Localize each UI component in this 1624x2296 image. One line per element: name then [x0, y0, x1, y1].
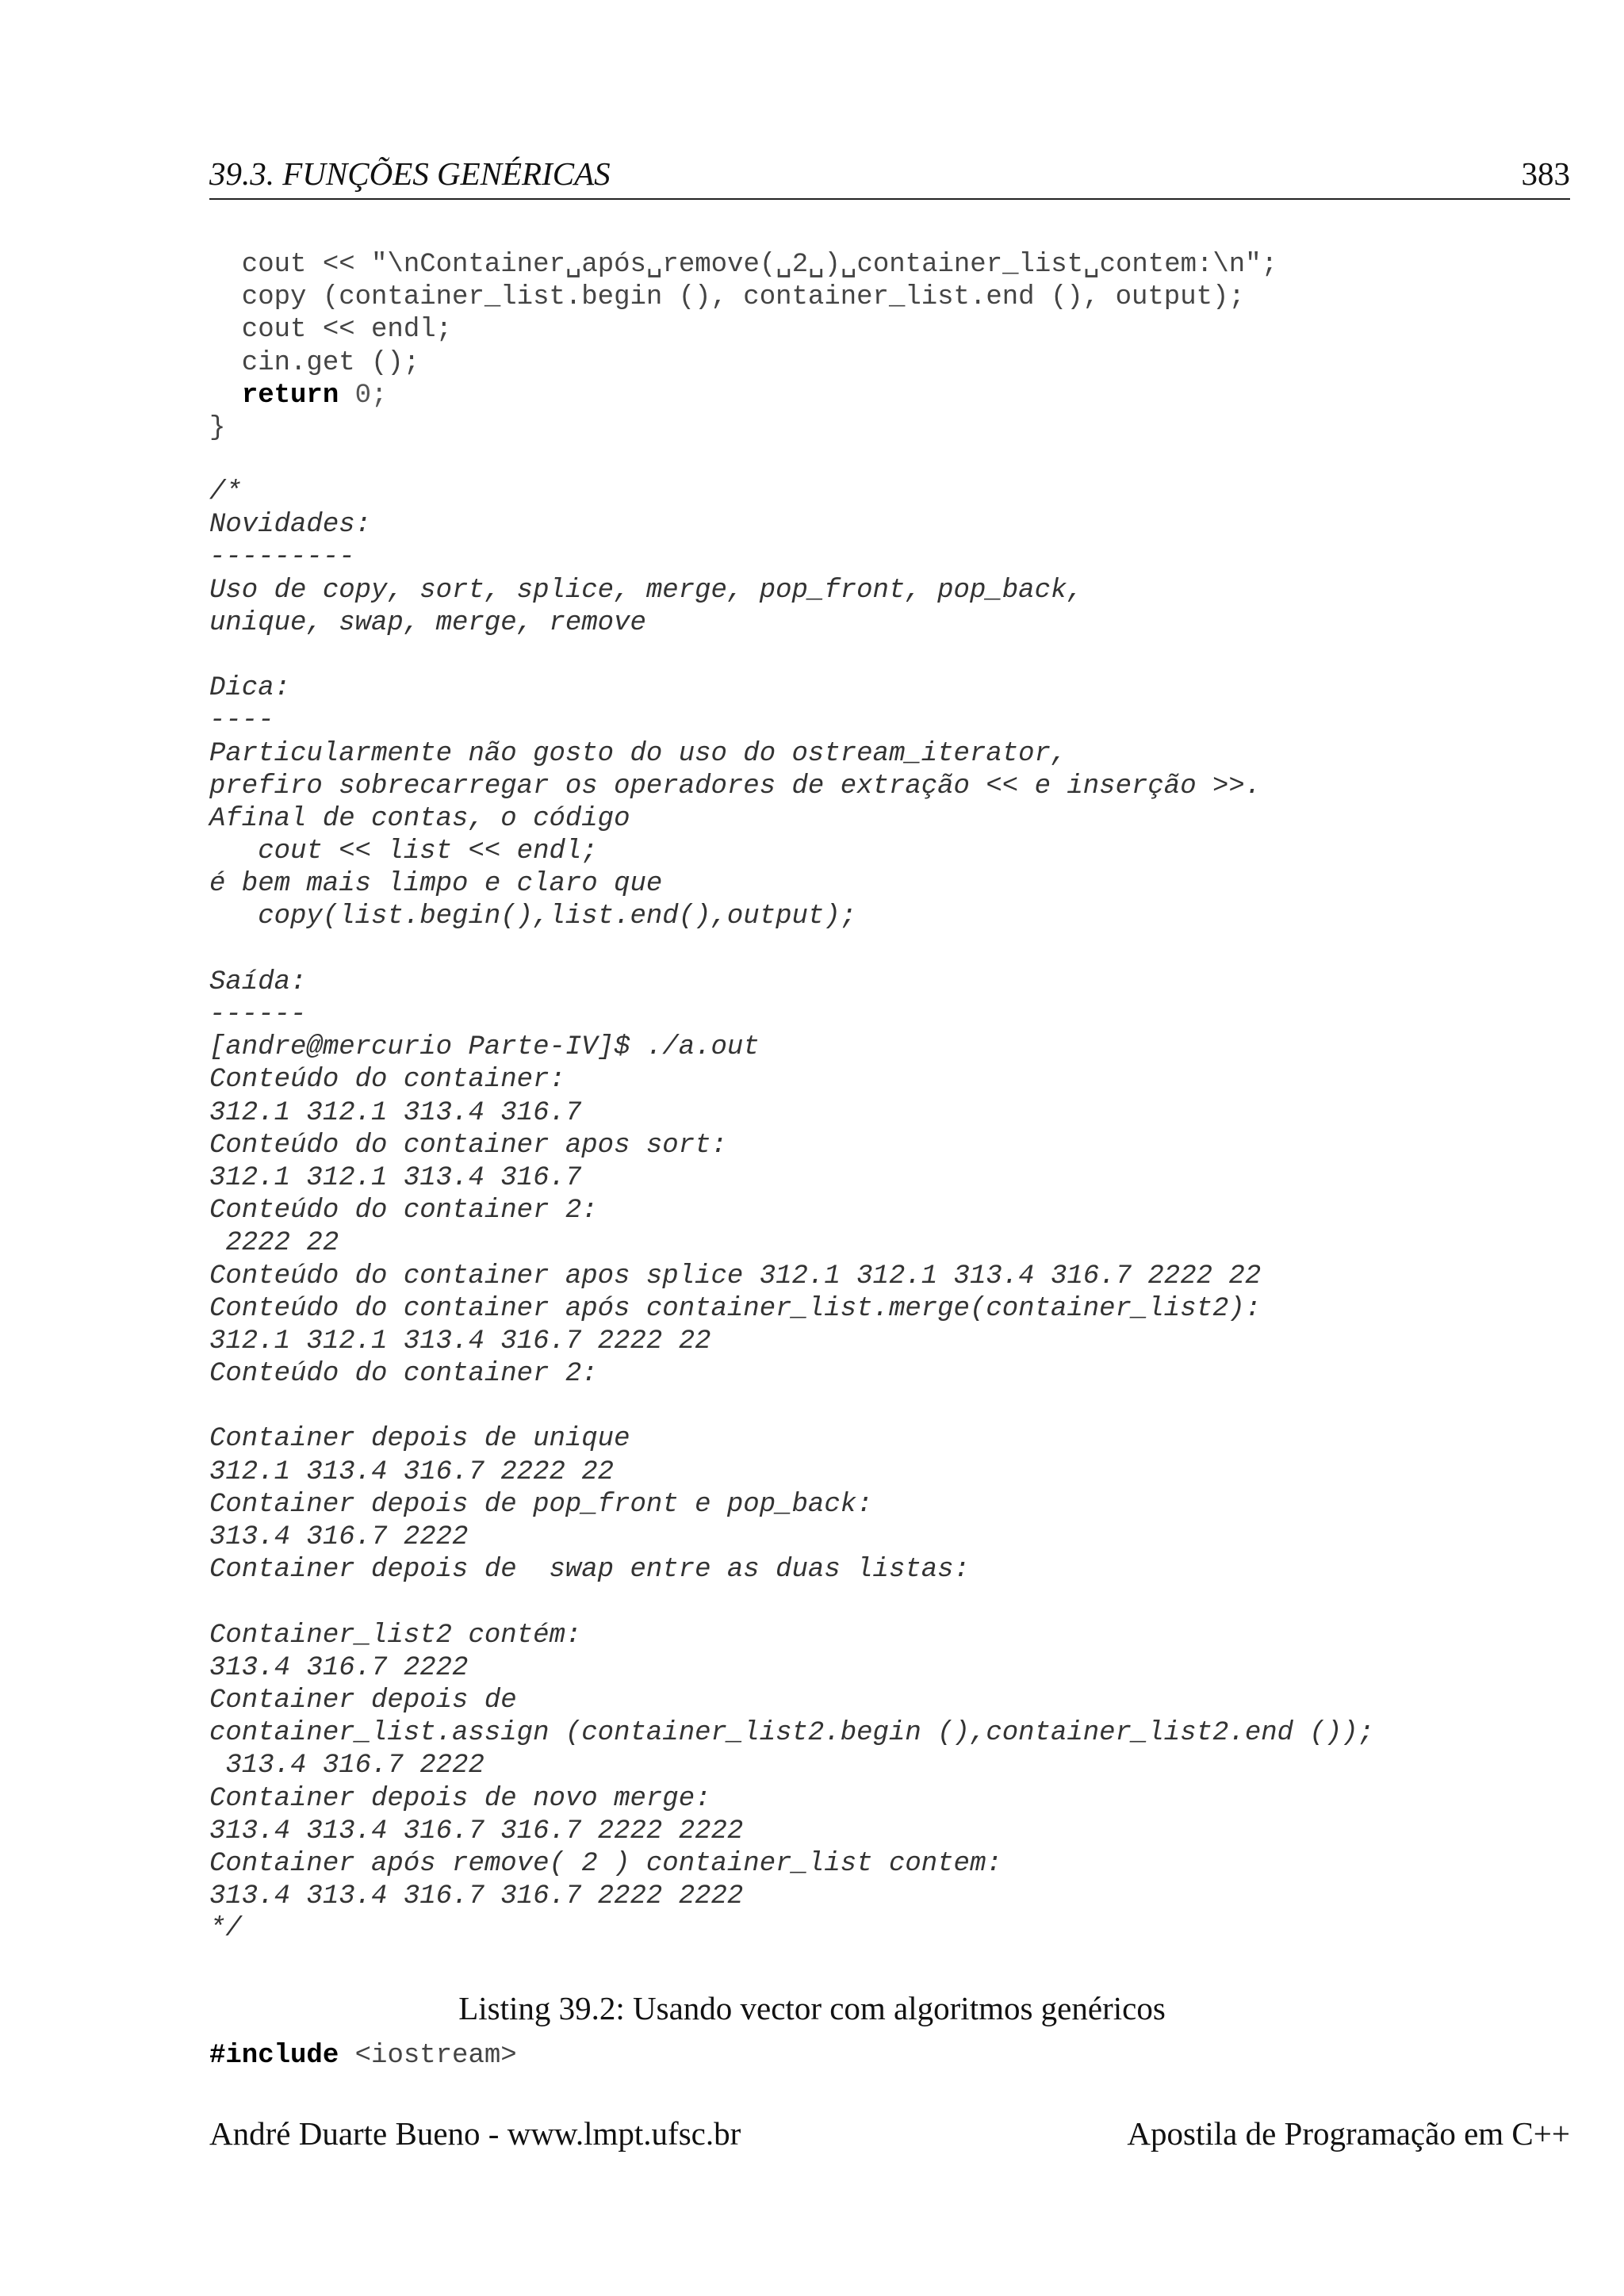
comment-line: Novidades: [209, 510, 372, 541]
code-line: cout << "\nContainer␣após␣remove(␣2␣)␣container_list␣contem:\n"; [209, 250, 1278, 280]
comment-line: Container depois de swap entre as duas listas: [209, 1555, 970, 1586]
comment-block [209, 476, 1570, 1946]
return-keyword: return [241, 380, 339, 411]
comment-line: Container depois de pop_front e pop_back: [209, 1489, 873, 1520]
code-line-return [209, 380, 1570, 412]
closing-brace: } [209, 412, 226, 443]
code-indent [209, 381, 242, 411]
comment-line: 313.4 313.4 316.7 316.7 2222 2222 [209, 1816, 744, 1846]
footer-book-title: Apostila de Programação em C++ [1127, 2115, 1570, 2152]
comment-line: Saída: [209, 966, 307, 997]
comment-line: 2222 22 [209, 1228, 339, 1259]
code-line: copy (container_list.begin (), container_list.end (), output); [209, 282, 1245, 313]
listing-caption: Listing 39.2: Usando vector com algoritmos genéricos [458, 1990, 1166, 2026]
comment-line: ------ [209, 1000, 307, 1030]
comment-line: Conteúdo do container 2: [209, 1359, 598, 1390]
include-line [209, 2039, 517, 2072]
comment-line: Container depois de unique [209, 1424, 630, 1455]
comment-line: */ [209, 1914, 242, 1945]
comment-line: Conteúdo do container apos sort: [209, 1130, 727, 1161]
comment-line: 313.4 316.7 2222 [209, 1751, 485, 1781]
comment-line [209, 1391, 1570, 1423]
comment-line: 312.1 312.1 313.4 316.7 [209, 1162, 582, 1193]
comment-line: 312.1 313.4 316.7 2222 22 [209, 1456, 615, 1487]
include-header: <iostream> [339, 2041, 517, 2071]
comment-line: 312.1 312.1 313.4 316.7 2222 22 [209, 1326, 711, 1357]
comment-line: Afinal de contas, o código [209, 803, 630, 834]
comment-line: prefiro sobrecarregar os operadores de extração << e inserção >>. [209, 771, 1262, 802]
comment-line: Conteúdo do container 2: [209, 1196, 598, 1226]
comment-line: Conteúdo do container apos splice 312.1 312.1 313.4 316.7 2222 22 [209, 1261, 1262, 1292]
page-number: 383 [1521, 155, 1570, 192]
comment-line: cout << list << endl; [209, 836, 598, 867]
comment-line: Dica: [209, 673, 291, 704]
comment-line: ---- [209, 706, 274, 737]
return-value: 0; [339, 380, 388, 411]
comment-line: Container_list2 contém: [209, 1620, 582, 1651]
code-line: cin.get (); [209, 347, 420, 378]
comment-line: Particularmente não gosto do uso do ostream_iterator, [209, 738, 1067, 769]
comment-line: Conteúdo do container: [209, 1065, 565, 1096]
comment-line: /* [209, 477, 242, 507]
comment-line: 313.4 316.7 2222 [209, 1522, 469, 1552]
comment-line: Container depois de [209, 1685, 517, 1716]
comment-line [209, 1586, 1570, 1619]
comment-line: 312.1 312.1 313.4 316.7 [209, 1097, 582, 1128]
include-keyword: #include [209, 2041, 339, 2071]
comment-line: [andre@mercurio Parte-IV]$ ./a.out [209, 1032, 760, 1063]
comment-line: unique, swap, merge, remove [209, 607, 646, 638]
comment-line: é bem mais limpo e claro que [209, 869, 663, 900]
code-line: cout << endl; [209, 315, 453, 346]
comment-line: Uso de copy, sort, splice, merge, pop_front, pop_back, [209, 575, 1083, 606]
comment-line: 313.4 313.4 316.7 316.7 2222 2222 [209, 1881, 744, 1912]
comment-line: Container após remove( 2 ) container_list contem: [209, 1848, 1002, 1879]
comment-line: Conteúdo do container após container_list.merge(container_list2): [209, 1293, 1262, 1324]
page-header [209, 154, 1570, 200]
comment-line: Container depois de novo merge: [209, 1783, 711, 1814]
comment-line: copy(list.begin(),list.end(),output); [209, 901, 857, 932]
comment-line: --------- [209, 542, 355, 573]
comment-line [209, 640, 1570, 672]
comment-line [209, 934, 1570, 966]
comment-line: container_list.assign (container_list2.begin (),container_list2.end ()); [209, 1718, 1375, 1749]
comment-line: 313.4 316.7 2222 [209, 1652, 469, 1683]
code-listing-tail [209, 249, 1570, 445]
footer-author: André Duarte Bueno - www.lmpt.ufsc.br [209, 2115, 741, 2152]
section-title: 39.3. FUNÇÕES GENÉRICAS [209, 155, 611, 192]
